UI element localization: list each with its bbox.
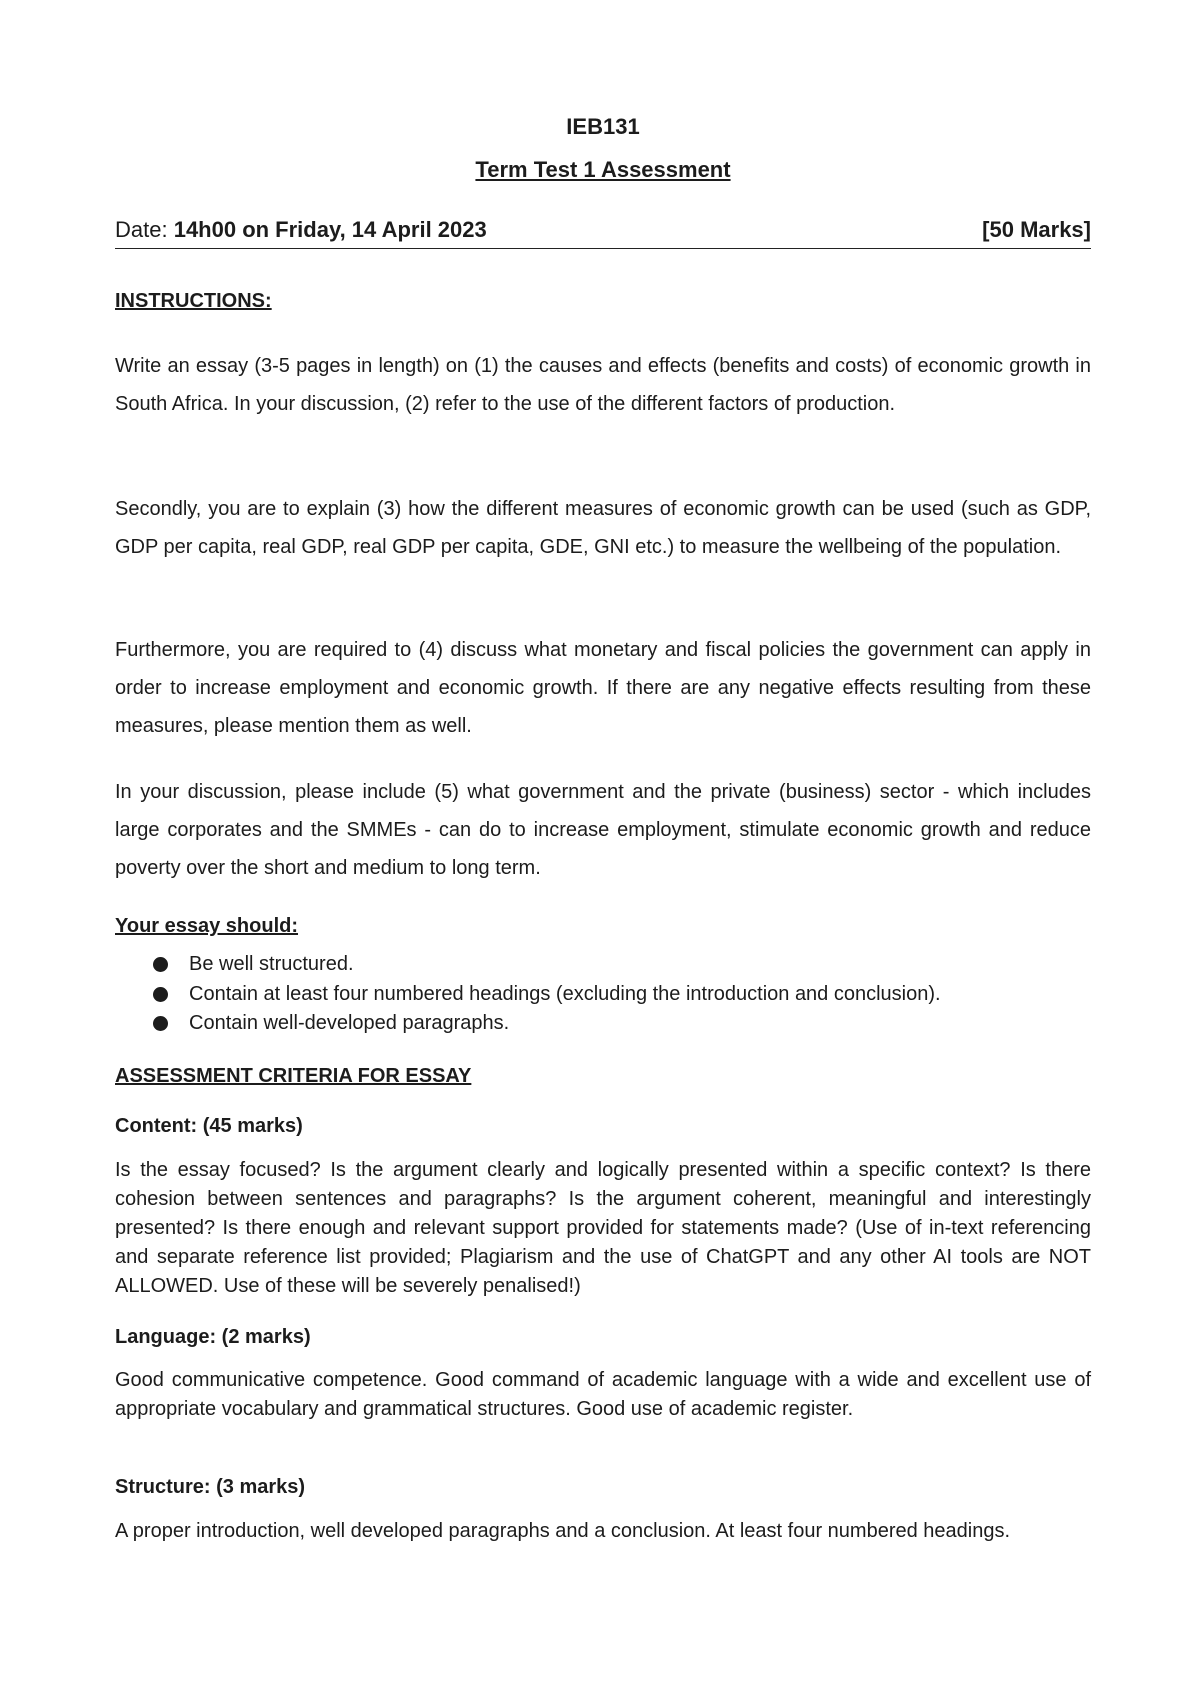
bullet-icon [153,987,168,1002]
essay-requirements-list [153,950,941,1039]
instruction-paragraph-3: Furthermore, you are required to (4) discuss what monetary and fiscal policies the government can apply in order to increase employment and economic growth. If there are any negative effects resulting from these measures, please mention them as well. [115,639,1091,737]
content-criteria-text: Is the essay focused? Is the argument clearly and logically presented within a specific context? Is there cohesion between sentences and paragraphs? Is the argument coherent, meaningful and interestingly presented? Is there enough and relevant support provided for statements made? (Use of in-text referencing and separate reference list provided; Plagiarism and the use of ChatGPT and any other AI tools are NOT ALLOWED. Use of these will be severely penalised!) [115,1159,1091,1297]
language-criteria-title: Language: (2 marks) [115,1326,311,1348]
essay-requirements-heading: Your essay should: [115,915,299,937]
language-criteria-text: Good communicative competence. Good command of academic language with a wide and excellent use of appropriate vocabulary and grammatical structures. Good use of academic register. [115,1369,1091,1420]
bullet-icon [153,957,168,972]
test-title: Term Test 1 Assessment [475,157,731,182]
course-code: IEB131 [566,114,640,139]
test-date [115,217,487,243]
bullet-icon [153,1016,168,1031]
date-value: 14h00 on Friday, 14 April 2023 [173,217,487,242]
structure-criteria-text: A proper introduction, well developed paragraphs and a conclusion. At least four numbered headings. [115,1520,1011,1542]
content-criteria-title: Content: (45 marks) [115,1115,303,1137]
instruction-paragraph-4: In your discussion, please include (5) what government and the private (business) sector - which includes large corporates and the SMMEs - can do to increase employment, stimulate economic growth and reduce poverty over the short and medium to long term. [115,781,1091,879]
list-item [153,950,941,980]
document-page [115,0,1091,1698]
instruction-paragraph-1: Write an essay (3-5 pages in length) on (1) the causes and effects (benefits and costs) of economic growth in South Africa. In your discussion, (2) refer to the use of the different factors of production. [115,355,1091,415]
list-item-text: Be well structured. [189,953,354,976]
list-item [153,1009,941,1039]
list-item [153,980,941,1010]
date-row [115,217,1091,249]
instructions-heading: INSTRUCTIONS: [115,290,272,312]
list-item-text: Contain well-developed paragraphs. [189,1012,510,1035]
structure-criteria-title: Structure: (3 marks) [115,1476,306,1498]
assessment-criteria-heading: ASSESSMENT CRITERIA FOR ESSAY [115,1065,472,1087]
date-label: Date: [115,217,174,242]
list-item-text: Contain at least four numbered headings (excluding the introduction and conclusion). [189,982,941,1005]
instruction-paragraph-2: Secondly, you are to explain (3) how the different measures of economic growth can be used (such as GDP, GDP per capita, real GDP, real GDP per capita, GDE, GNI etc.) to measure the wellbeing of the population. [115,498,1091,558]
total-marks: [50 Marks] [982,217,1091,242]
